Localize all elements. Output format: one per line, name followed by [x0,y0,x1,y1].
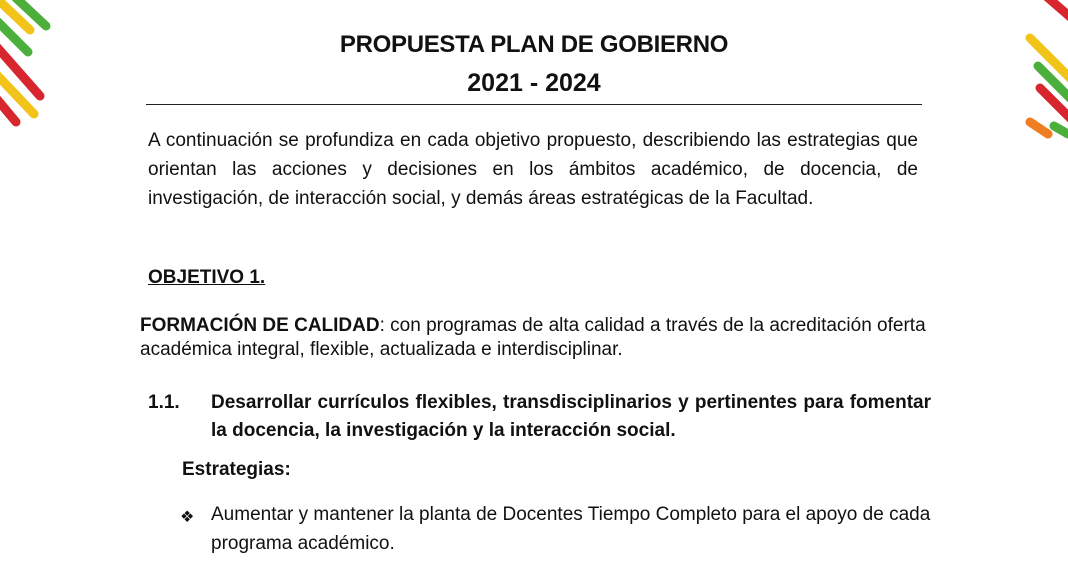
title-divider [146,104,922,105]
strategies-label: Estrategias: [182,459,291,480]
decorative-stripes-right [1024,0,1068,140]
section-number: 1.1. [148,392,180,413]
document-years: 2021 - 2024 [467,69,601,97]
section-heading: Desarrollar currículos flexibles, transdisciplinarios y pertinentes para fomentar la docencia, la investigación y la interacción social. [211,392,931,441]
formation-paragraph [140,314,940,362]
decorative-stripes-left [0,0,70,140]
formation-label: FORMACIÓN DE CALIDAD [140,315,380,336]
document-title: PROPUESTA PLAN DE GOBIERNO [339,31,729,58]
intro-paragraph: A continuación se profundiza en cada objetivo propuesto, describiendo las estrategias que orientan las acciones y decisiones en los ámbitos académico, de docencia, de investigación, de interacción social, y demás áreas estratégicas de la Facultad. [148,130,918,209]
objective-heading: OBJETIVO 1. [148,267,266,288]
list-item: Aumentar y mantener la planta de Docentes Tiempo Completo para el apoyo de cada programa académico. [211,504,931,554]
formation-text: : con programas de alta calidad a través de la acreditación oferta académica integral, flexible, actualizada e interdisciplinar. [140,315,926,360]
diamond-bullet-icon: ❖ [180,509,195,526]
